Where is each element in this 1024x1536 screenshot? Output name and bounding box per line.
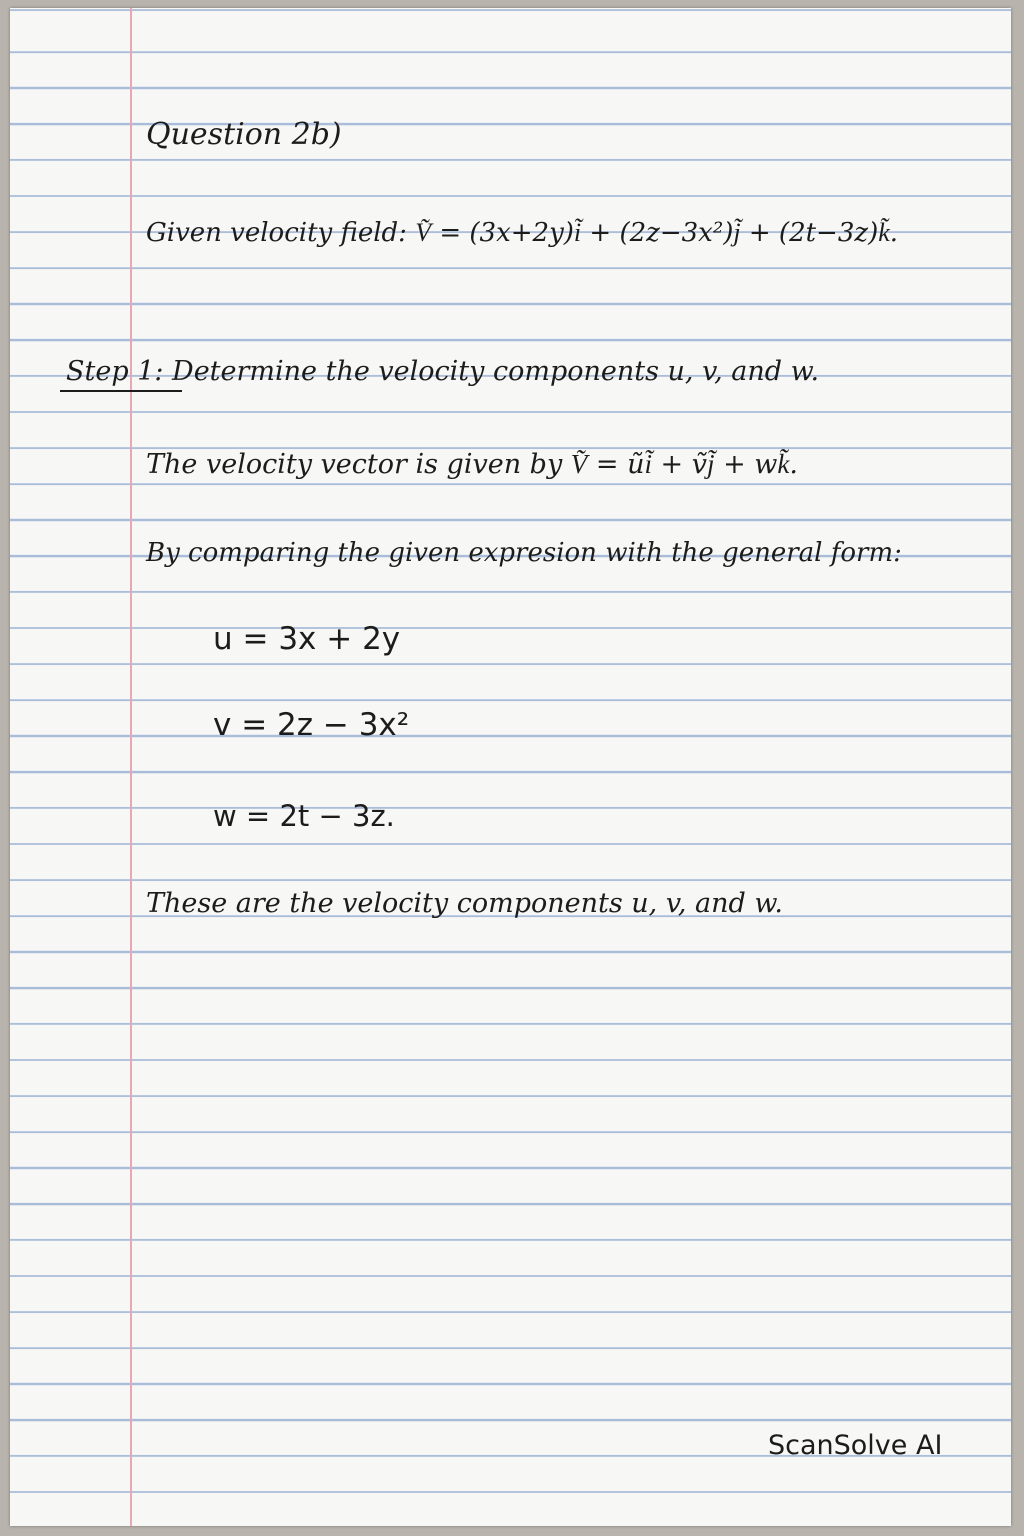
comparison-statement: By comparing the given expresion with the general form:: [146, 538, 902, 568]
margin-line: [130, 8, 132, 1526]
conclusion-statement: These are the velocity components u, v, and w.: [146, 888, 783, 919]
step-1-heading: Step 1: Determine the velocity components u, v, and w.: [66, 356, 820, 387]
notebook-page: [10, 8, 1011, 1526]
equation-v: v = 2z − 3x²: [213, 707, 410, 743]
velocity-vector-definition: The velocity vector is given by V͂ = ũi͂ + ṽj͂ + wk͂.: [146, 449, 798, 480]
given-velocity-field: Given velocity field: V͂ = (3x+2y)i͂ + (2z−3x²)j͂ + (2t−3z)k͂.: [146, 218, 899, 248]
equation-w: w = 2t − 3z.: [213, 799, 395, 833]
question-title: Question 2b): [146, 117, 342, 152]
equation-u: u = 3x + 2y: [213, 621, 401, 657]
signature: ScanSolve AI: [768, 1430, 943, 1461]
step-underline: [60, 390, 182, 392]
